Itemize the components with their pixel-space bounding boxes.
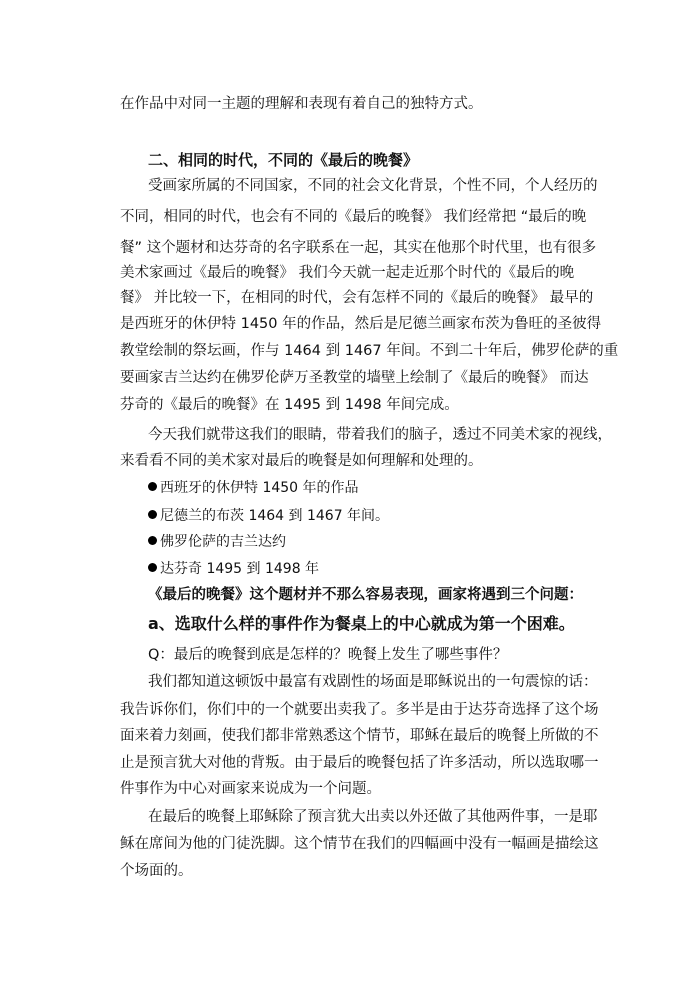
paragraph-2-line: 今天我们就带这我们的眼睛，带着我们的脑子，透过不同美术家的视线， xyxy=(148,427,612,443)
bullet-text: 尼德兰的布茨 1464 到 1467 年间。 xyxy=(160,508,390,524)
bullet-item xyxy=(148,478,359,498)
paragraph-4-line: 个场面的。 xyxy=(120,863,193,879)
question-line: Q：最后的晚餐到底是怎样的？晚餐上发生了哪些事件？ xyxy=(148,647,508,663)
paragraph-1-line: 受画家所属的不同国家，不同的社会文化背景，个性不同，个人经历的 xyxy=(148,178,598,194)
paragraph-2-line: 来看看不同的美术家对最后的晚餐是如何理解和处理的。 xyxy=(120,453,483,469)
bullet-dot-icon xyxy=(148,536,157,545)
paragraph-1-line: 餐” 这个题材和达芬奇的名字联系在一起，其实在他那个时代里，也有很多 xyxy=(120,240,597,256)
paragraph-1-line: 不同，相同的时代，也会有不同的《最后的晚餐》 我们经常把 “最后的晚 xyxy=(120,209,587,225)
bullet-item xyxy=(148,559,319,579)
point-a: a、选取什么样的事件作为餐桌上的中心就成为第一个困难。 xyxy=(148,614,575,633)
paragraph-3-line: 件事作为中心对画家来说成为一个问题。 xyxy=(120,781,381,797)
section-heading: 二、相同的时代，不同的《最后的晚餐》 xyxy=(148,151,419,169)
paragraph-3-line: 我们都知道这顿饭中最富有戏剧性的场面是耶稣说出的一句震惊的话： xyxy=(148,674,598,690)
paragraph-3-line: 面来着力刻画，使我们都非常熟悉这个情节，耶稣在最后的晚餐上所做的不 xyxy=(120,728,599,744)
problem-line: 《最后的晚餐》这个题材并不那么容易表现，画家将遇到三个问题： xyxy=(148,587,583,603)
paragraph-3-line: 我告诉你们，你们中的一个就要出卖我了。多半是由于达芬奇选择了这个场 xyxy=(120,702,599,718)
paragraph-1-line: 芬奇的《最后的晚餐》在 1495 到 1498 年间完成。 xyxy=(120,397,459,413)
bullet-item xyxy=(148,506,389,526)
bullet-dot-icon xyxy=(148,510,157,519)
paragraph-1-line: 要画家吉兰达约在佛罗伦萨万圣教堂的墙壁上绘制了《最后的晚餐》 而达 xyxy=(120,370,589,386)
paragraph-1-line: 教堂绘制的祭坛画，作与 1464 到 1467 年间。不到二十年后，佛罗伦萨的重 xyxy=(120,343,619,359)
bullet-text: 西班牙的休伊特 1450 年的作品 xyxy=(160,480,359,496)
paragraph-3-line: 止是预言犹大对他的背叛。由于最后的晚餐包括了许多活动，所以选取哪一 xyxy=(120,755,599,771)
bullet-text: 佛罗伦萨的吉兰达约 xyxy=(160,534,286,550)
paragraph-4-line: 稣在席间为他的门徒洗脚。这个情节在我们的四幅画中没有一幅画是描绘这 xyxy=(120,836,599,852)
bullet-text: 达芬奇 1495 到 1498 年 xyxy=(160,561,320,577)
paragraph-4-line: 在最后的晚餐上耶稣除了预言犹大出卖以外还做了其他两件事，一是耶 xyxy=(148,809,598,825)
paragraph-1-line: 餐》 并比较一下，在相同的时代，会有怎样不同的《最后的晚餐》 最早的 xyxy=(120,290,594,306)
bullet-dot-icon xyxy=(148,563,157,572)
paragraph-1-line: 美术家画过《最后的晚餐》 我们今天就一起走近那个时代的《最后的晚 xyxy=(120,265,575,281)
paragraph-1-line: 是西班牙的休伊特 1450 年的作品，然后是尼德兰画家布茨为鲁旺的圣彼得 xyxy=(120,316,602,332)
intro-line: 在作品中对同一主题的理解和表现有着自己的独特方式。 xyxy=(120,96,483,112)
bullet-dot-icon xyxy=(148,482,157,491)
bullet-item xyxy=(148,532,286,552)
